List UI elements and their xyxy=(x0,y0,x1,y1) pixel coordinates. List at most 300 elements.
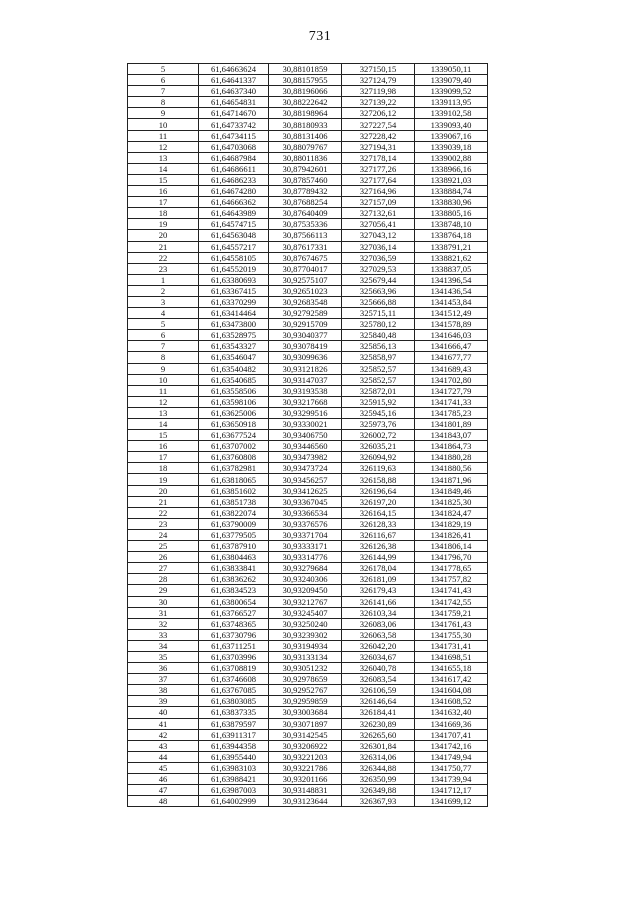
y-coordinate-cell: 1338821,62 xyxy=(415,252,488,263)
longitude-cell: 30,88180933 xyxy=(269,119,342,130)
point-number-cell: 23 xyxy=(128,518,199,529)
table-row xyxy=(128,541,488,552)
latitude-cell: 61,63766527 xyxy=(199,607,269,618)
x-coordinate-cell: 326042,20 xyxy=(342,640,415,651)
table-row xyxy=(128,75,488,86)
longitude-cell: 30,93133134 xyxy=(269,651,342,662)
longitude-cell: 30,93221786 xyxy=(269,762,342,773)
y-coordinate-cell: 1341750,77 xyxy=(415,762,488,773)
y-coordinate-cell: 1338791,21 xyxy=(415,241,488,252)
longitude-cell: 30,92792589 xyxy=(269,308,342,319)
latitude-cell: 61,63367415 xyxy=(199,285,269,296)
table-row xyxy=(128,529,488,540)
latitude-cell: 61,63834523 xyxy=(199,585,269,596)
x-coordinate-cell: 325872,01 xyxy=(342,385,415,396)
x-coordinate-cell: 326301,84 xyxy=(342,740,415,751)
latitude-cell: 61,63540482 xyxy=(199,363,269,374)
y-coordinate-cell: 1341608,52 xyxy=(415,696,488,707)
point-number-cell: 8 xyxy=(128,97,199,108)
table-row xyxy=(128,629,488,640)
y-coordinate-cell: 1341698,51 xyxy=(415,651,488,662)
y-coordinate-cell: 1339102,58 xyxy=(415,108,488,119)
point-number-cell: 5 xyxy=(128,64,199,75)
point-number-cell: 39 xyxy=(128,696,199,707)
x-coordinate-cell: 326126,38 xyxy=(342,541,415,552)
y-coordinate-cell: 1341741,33 xyxy=(415,396,488,407)
latitude-cell: 61,63546047 xyxy=(199,352,269,363)
y-coordinate-cell: 1338805,16 xyxy=(415,208,488,219)
y-coordinate-cell: 1341739,94 xyxy=(415,774,488,785)
table-row xyxy=(128,452,488,463)
point-number-cell: 31 xyxy=(128,607,199,618)
table-row xyxy=(128,352,488,363)
point-number-cell: 22 xyxy=(128,507,199,518)
y-coordinate-cell: 1339050,11 xyxy=(415,64,488,75)
longitude-cell: 30,93406750 xyxy=(269,430,342,441)
x-coordinate-cell: 326350,99 xyxy=(342,774,415,785)
point-number-cell: 18 xyxy=(128,463,199,474)
longitude-cell: 30,87857460 xyxy=(269,174,342,185)
y-coordinate-cell: 1341742,16 xyxy=(415,740,488,751)
table-row xyxy=(128,674,488,685)
table-row xyxy=(128,762,488,773)
y-coordinate-cell: 1341436,54 xyxy=(415,285,488,296)
table-row xyxy=(128,607,488,618)
point-number-cell: 33 xyxy=(128,629,199,640)
latitude-cell: 61,63837335 xyxy=(199,707,269,718)
y-coordinate-cell: 1341617,42 xyxy=(415,674,488,685)
latitude-cell: 61,63598106 xyxy=(199,396,269,407)
table-row xyxy=(128,563,488,574)
x-coordinate-cell: 327164,96 xyxy=(342,186,415,197)
latitude-cell: 61,64734115 xyxy=(199,130,269,141)
latitude-cell: 61,63851738 xyxy=(199,496,269,507)
x-coordinate-cell: 326179,43 xyxy=(342,585,415,596)
table-row xyxy=(128,86,488,97)
latitude-cell: 61,63911317 xyxy=(199,729,269,740)
y-coordinate-cell: 1341453,84 xyxy=(415,296,488,307)
x-coordinate-cell: 326344,88 xyxy=(342,762,415,773)
point-number-cell: 5 xyxy=(128,319,199,330)
point-number-cell: 34 xyxy=(128,640,199,651)
x-coordinate-cell: 326002,72 xyxy=(342,430,415,441)
x-coordinate-cell: 325852,57 xyxy=(342,374,415,385)
longitude-cell: 30,93333171 xyxy=(269,541,342,552)
x-coordinate-cell: 325780,12 xyxy=(342,319,415,330)
point-number-cell: 1 xyxy=(128,274,199,285)
longitude-cell: 30,88157955 xyxy=(269,75,342,86)
table-row xyxy=(128,518,488,529)
point-number-cell: 27 xyxy=(128,563,199,574)
x-coordinate-cell: 327177,26 xyxy=(342,163,415,174)
latitude-cell: 61,63836262 xyxy=(199,574,269,585)
point-number-cell: 40 xyxy=(128,707,199,718)
y-coordinate-cell: 1341655,18 xyxy=(415,663,488,674)
longitude-cell: 30,93473724 xyxy=(269,463,342,474)
latitude-cell: 61,63707002 xyxy=(199,441,269,452)
table-row xyxy=(128,419,488,430)
table-row xyxy=(128,474,488,485)
x-coordinate-cell: 326230,89 xyxy=(342,718,415,729)
latitude-cell: 61,63473800 xyxy=(199,319,269,330)
point-number-cell: 11 xyxy=(128,385,199,396)
x-coordinate-cell: 326094,92 xyxy=(342,452,415,463)
x-coordinate-cell: 327036,59 xyxy=(342,252,415,263)
longitude-cell: 30,92651023 xyxy=(269,285,342,296)
longitude-cell: 30,93456257 xyxy=(269,474,342,485)
table-row xyxy=(128,707,488,718)
y-coordinate-cell: 1341742,55 xyxy=(415,596,488,607)
latitude-cell: 61,63625006 xyxy=(199,407,269,418)
x-coordinate-cell: 326265,60 xyxy=(342,729,415,740)
longitude-cell: 30,93330021 xyxy=(269,419,342,430)
longitude-cell: 30,93121826 xyxy=(269,363,342,374)
latitude-cell: 61,63730796 xyxy=(199,629,269,640)
table-row xyxy=(128,407,488,418)
point-number-cell: 12 xyxy=(128,396,199,407)
longitude-cell: 30,87942601 xyxy=(269,163,342,174)
longitude-cell: 30,93279684 xyxy=(269,563,342,574)
y-coordinate-cell: 1339039,18 xyxy=(415,141,488,152)
longitude-cell: 30,88198964 xyxy=(269,108,342,119)
point-number-cell: 14 xyxy=(128,419,199,430)
y-coordinate-cell: 1341396,54 xyxy=(415,274,488,285)
x-coordinate-cell: 327157,09 xyxy=(342,197,415,208)
y-coordinate-cell: 1341843,07 xyxy=(415,430,488,441)
y-coordinate-cell: 1341871,96 xyxy=(415,474,488,485)
x-coordinate-cell: 327206,12 xyxy=(342,108,415,119)
table-row xyxy=(128,618,488,629)
x-coordinate-cell: 326106,59 xyxy=(342,685,415,696)
longitude-cell: 30,87704017 xyxy=(269,263,342,274)
longitude-cell: 30,93239302 xyxy=(269,629,342,640)
x-coordinate-cell: 326034,67 xyxy=(342,651,415,662)
point-number-cell: 3 xyxy=(128,296,199,307)
point-number-cell: 18 xyxy=(128,208,199,219)
point-number-cell: 35 xyxy=(128,651,199,662)
x-coordinate-cell: 326158,88 xyxy=(342,474,415,485)
point-number-cell: 15 xyxy=(128,430,199,441)
y-coordinate-cell: 1341512,49 xyxy=(415,308,488,319)
point-number-cell: 17 xyxy=(128,197,199,208)
x-coordinate-cell: 326083,06 xyxy=(342,618,415,629)
longitude-cell: 30,92959859 xyxy=(269,696,342,707)
longitude-cell: 30,93446560 xyxy=(269,441,342,452)
x-coordinate-cell: 327150,15 xyxy=(342,64,415,75)
table-row xyxy=(128,374,488,385)
x-coordinate-cell: 326119,63 xyxy=(342,463,415,474)
longitude-cell: 30,93003684 xyxy=(269,707,342,718)
point-number-cell: 44 xyxy=(128,751,199,762)
point-number-cell: 46 xyxy=(128,774,199,785)
longitude-cell: 30,93217668 xyxy=(269,396,342,407)
point-number-cell: 19 xyxy=(128,474,199,485)
x-coordinate-cell: 325852,57 xyxy=(342,363,415,374)
point-number-cell: 4 xyxy=(128,308,199,319)
latitude-cell: 61,63708819 xyxy=(199,663,269,674)
longitude-cell: 30,93221203 xyxy=(269,751,342,762)
table-row xyxy=(128,141,488,152)
point-number-cell: 38 xyxy=(128,685,199,696)
table-row xyxy=(128,341,488,352)
latitude-cell: 61,64558105 xyxy=(199,252,269,263)
longitude-cell: 30,88222642 xyxy=(269,97,342,108)
latitude-cell: 61,63558506 xyxy=(199,385,269,396)
table-row xyxy=(128,308,488,319)
latitude-cell: 61,64643989 xyxy=(199,208,269,219)
longitude-cell: 30,93078419 xyxy=(269,341,342,352)
latitude-cell: 61,63746608 xyxy=(199,674,269,685)
table-row xyxy=(128,796,488,807)
longitude-cell: 30,87789432 xyxy=(269,186,342,197)
y-coordinate-cell: 1339002,88 xyxy=(415,152,488,163)
point-number-cell: 14 xyxy=(128,163,199,174)
table-row xyxy=(128,574,488,585)
table-row xyxy=(128,774,488,785)
y-coordinate-cell: 1338921,03 xyxy=(415,174,488,185)
table-row xyxy=(128,740,488,751)
latitude-cell: 61,64714670 xyxy=(199,108,269,119)
table-row xyxy=(128,651,488,662)
point-number-cell: 16 xyxy=(128,186,199,197)
table-row xyxy=(128,174,488,185)
latitude-cell: 61,64686233 xyxy=(199,174,269,185)
y-coordinate-cell: 1341761,43 xyxy=(415,618,488,629)
y-coordinate-cell: 1341849,46 xyxy=(415,485,488,496)
latitude-cell: 61,63370299 xyxy=(199,296,269,307)
point-number-cell: 25 xyxy=(128,541,199,552)
table-row xyxy=(128,130,488,141)
point-number-cell: 20 xyxy=(128,485,199,496)
y-coordinate-cell: 1341689,43 xyxy=(415,363,488,374)
latitude-cell: 61,63800654 xyxy=(199,596,269,607)
x-coordinate-cell: 326181,09 xyxy=(342,574,415,585)
latitude-cell: 61,63779505 xyxy=(199,529,269,540)
point-number-cell: 36 xyxy=(128,663,199,674)
x-coordinate-cell: 325666,88 xyxy=(342,296,415,307)
x-coordinate-cell: 325663,96 xyxy=(342,285,415,296)
table-row xyxy=(128,319,488,330)
longitude-cell: 30,93040377 xyxy=(269,330,342,341)
latitude-cell: 61,63414464 xyxy=(199,308,269,319)
x-coordinate-cell: 327029,53 xyxy=(342,263,415,274)
point-number-cell: 19 xyxy=(128,219,199,230)
y-coordinate-cell: 1341731,41 xyxy=(415,640,488,651)
latitude-cell: 61,63782981 xyxy=(199,463,269,474)
x-coordinate-cell: 327119,98 xyxy=(342,86,415,97)
table-row xyxy=(128,663,488,674)
latitude-cell: 61,63804463 xyxy=(199,552,269,563)
x-coordinate-cell: 325945,16 xyxy=(342,407,415,418)
point-number-cell: 24 xyxy=(128,529,199,540)
x-coordinate-cell: 325973,76 xyxy=(342,419,415,430)
table-row xyxy=(128,64,488,75)
y-coordinate-cell: 1338748,10 xyxy=(415,219,488,230)
longitude-cell: 30,93148831 xyxy=(269,785,342,796)
longitude-cell: 30,93245407 xyxy=(269,607,342,618)
y-coordinate-cell: 1338830,96 xyxy=(415,197,488,208)
x-coordinate-cell: 326314,06 xyxy=(342,751,415,762)
x-coordinate-cell: 325858,97 xyxy=(342,352,415,363)
latitude-cell: 61,63540685 xyxy=(199,374,269,385)
latitude-cell: 61,63822074 xyxy=(199,507,269,518)
latitude-cell: 61,64557217 xyxy=(199,241,269,252)
x-coordinate-cell: 327036,14 xyxy=(342,241,415,252)
y-coordinate-cell: 1339113,95 xyxy=(415,97,488,108)
x-coordinate-cell: 327056,41 xyxy=(342,219,415,230)
latitude-cell: 61,64686611 xyxy=(199,163,269,174)
latitude-cell: 61,64552019 xyxy=(199,263,269,274)
x-coordinate-cell: 325715,11 xyxy=(342,308,415,319)
table-row xyxy=(128,696,488,707)
point-number-cell: 6 xyxy=(128,75,199,86)
latitude-cell: 61,63833841 xyxy=(199,563,269,574)
point-number-cell: 42 xyxy=(128,729,199,740)
table-row xyxy=(128,119,488,130)
latitude-cell: 61,64637340 xyxy=(199,86,269,97)
longitude-cell: 30,93147037 xyxy=(269,374,342,385)
longitude-cell: 30,93051232 xyxy=(269,663,342,674)
y-coordinate-cell: 1341646,03 xyxy=(415,330,488,341)
y-coordinate-cell: 1339099,52 xyxy=(415,86,488,97)
latitude-cell: 61,64654831 xyxy=(199,97,269,108)
point-number-cell: 9 xyxy=(128,108,199,119)
y-coordinate-cell: 1341778,65 xyxy=(415,563,488,574)
point-number-cell: 32 xyxy=(128,618,199,629)
longitude-cell: 30,93099636 xyxy=(269,352,342,363)
point-number-cell: 6 xyxy=(128,330,199,341)
x-coordinate-cell: 327124,79 xyxy=(342,75,415,86)
latitude-cell: 61,63983103 xyxy=(199,762,269,773)
longitude-cell: 30,92915709 xyxy=(269,319,342,330)
point-number-cell: 22 xyxy=(128,252,199,263)
table-row xyxy=(128,718,488,729)
latitude-cell: 61,64574715 xyxy=(199,219,269,230)
latitude-cell: 61,63818065 xyxy=(199,474,269,485)
latitude-cell: 61,64002999 xyxy=(199,796,269,807)
y-coordinate-cell: 1338966,16 xyxy=(415,163,488,174)
x-coordinate-cell: 326164,15 xyxy=(342,507,415,518)
table-row xyxy=(128,330,488,341)
longitude-cell: 30,87688254 xyxy=(269,197,342,208)
longitude-cell: 30,93142545 xyxy=(269,729,342,740)
longitude-cell: 30,88079767 xyxy=(269,141,342,152)
x-coordinate-cell: 325679,44 xyxy=(342,274,415,285)
y-coordinate-cell: 1341824,47 xyxy=(415,507,488,518)
latitude-cell: 61,63790009 xyxy=(199,518,269,529)
table-row xyxy=(128,274,488,285)
longitude-cell: 30,93240306 xyxy=(269,574,342,585)
x-coordinate-cell: 327043,12 xyxy=(342,230,415,241)
point-number-cell: 7 xyxy=(128,86,199,97)
table-row xyxy=(128,97,488,108)
table-row xyxy=(128,108,488,119)
table-row xyxy=(128,363,488,374)
latitude-cell: 61,63650918 xyxy=(199,419,269,430)
longitude-cell: 30,93206922 xyxy=(269,740,342,751)
longitude-cell: 30,93412625 xyxy=(269,485,342,496)
y-coordinate-cell: 1341829,19 xyxy=(415,518,488,529)
y-coordinate-cell: 1341801,89 xyxy=(415,419,488,430)
x-coordinate-cell: 326196,64 xyxy=(342,485,415,496)
longitude-cell: 30,93123644 xyxy=(269,796,342,807)
table-row xyxy=(128,485,488,496)
table-row xyxy=(128,507,488,518)
y-coordinate-cell: 1341578,89 xyxy=(415,319,488,330)
x-coordinate-cell: 326367,93 xyxy=(342,796,415,807)
table-row xyxy=(128,751,488,762)
table-row xyxy=(128,640,488,651)
latitude-cell: 61,64674280 xyxy=(199,186,269,197)
x-coordinate-cell: 326184,41 xyxy=(342,707,415,718)
longitude-cell: 30,88101859 xyxy=(269,64,342,75)
longitude-cell: 30,93071897 xyxy=(269,718,342,729)
longitude-cell: 30,93250240 xyxy=(269,618,342,629)
y-coordinate-cell: 1341741,43 xyxy=(415,585,488,596)
table-row xyxy=(128,385,488,396)
x-coordinate-cell: 327177,64 xyxy=(342,174,415,185)
latitude-cell: 61,63851602 xyxy=(199,485,269,496)
longitude-cell: 30,93299516 xyxy=(269,407,342,418)
longitude-cell: 30,93209450 xyxy=(269,585,342,596)
point-number-cell: 26 xyxy=(128,552,199,563)
longitude-cell: 30,93366534 xyxy=(269,507,342,518)
longitude-cell: 30,93193538 xyxy=(269,385,342,396)
table-row xyxy=(128,430,488,441)
point-number-cell: 21 xyxy=(128,241,199,252)
latitude-cell: 61,64563048 xyxy=(199,230,269,241)
table-row xyxy=(128,396,488,407)
y-coordinate-cell: 1341699,12 xyxy=(415,796,488,807)
x-coordinate-cell: 326035,21 xyxy=(342,441,415,452)
y-coordinate-cell: 1341677,77 xyxy=(415,352,488,363)
point-number-cell: 10 xyxy=(128,119,199,130)
latitude-cell: 61,63879597 xyxy=(199,718,269,729)
longitude-cell: 30,92978659 xyxy=(269,674,342,685)
table-row xyxy=(128,208,488,219)
latitude-cell: 61,64703068 xyxy=(199,141,269,152)
longitude-cell: 30,92952767 xyxy=(269,685,342,696)
x-coordinate-cell: 326040,78 xyxy=(342,663,415,674)
latitude-cell: 61,63703996 xyxy=(199,651,269,662)
latitude-cell: 61,63988421 xyxy=(199,774,269,785)
table-row xyxy=(128,263,488,274)
x-coordinate-cell: 326083,54 xyxy=(342,674,415,685)
y-coordinate-cell: 1341702,80 xyxy=(415,374,488,385)
point-number-cell: 7 xyxy=(128,341,199,352)
latitude-cell: 61,63543327 xyxy=(199,341,269,352)
longitude-cell: 30,93201166 xyxy=(269,774,342,785)
x-coordinate-cell: 327194,31 xyxy=(342,141,415,152)
x-coordinate-cell: 326128,33 xyxy=(342,518,415,529)
latitude-cell: 61,63803085 xyxy=(199,696,269,707)
point-number-cell: 47 xyxy=(128,785,199,796)
point-number-cell: 28 xyxy=(128,574,199,585)
x-coordinate-cell: 327132,61 xyxy=(342,208,415,219)
table-row xyxy=(128,441,488,452)
table-row xyxy=(128,463,488,474)
y-coordinate-cell: 1341880,56 xyxy=(415,463,488,474)
y-coordinate-cell: 1341712,17 xyxy=(415,785,488,796)
point-number-cell: 45 xyxy=(128,762,199,773)
latitude-cell: 61,63987003 xyxy=(199,785,269,796)
latitude-cell: 61,63677524 xyxy=(199,430,269,441)
latitude-cell: 61,63944358 xyxy=(199,740,269,751)
latitude-cell: 61,63760808 xyxy=(199,452,269,463)
point-number-cell: 21 xyxy=(128,496,199,507)
y-coordinate-cell: 1341880,28 xyxy=(415,452,488,463)
longitude-cell: 30,88131406 xyxy=(269,130,342,141)
